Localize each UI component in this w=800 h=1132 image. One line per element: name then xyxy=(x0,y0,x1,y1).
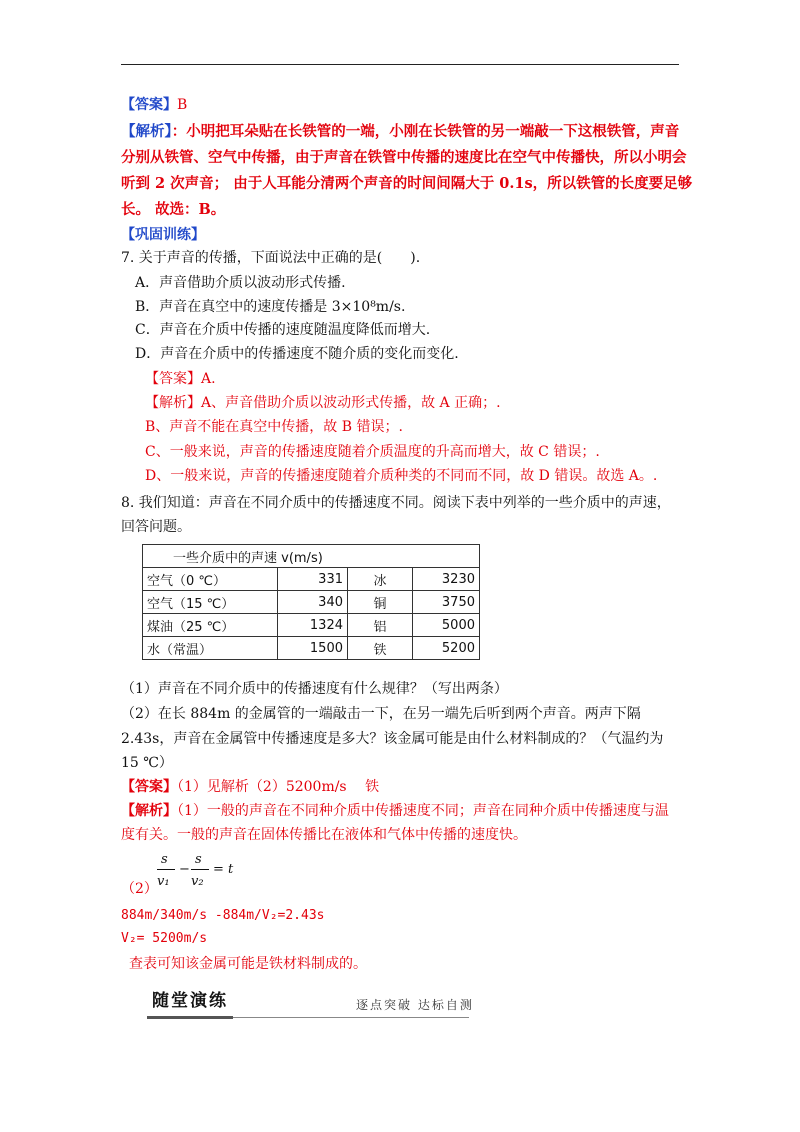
part-2-label: （2） xyxy=(121,881,158,897)
table-cell: 5000 xyxy=(413,614,480,637)
table-cell: 铜 xyxy=(348,591,413,614)
table-cell: 1500 xyxy=(278,637,348,660)
formula-minus: − xyxy=(179,862,190,877)
formula-numerator-1: s xyxy=(161,852,168,867)
q7-option-a: A．声音借助介质以波动形式传播. xyxy=(135,275,346,291)
q6-answer xyxy=(121,98,187,112)
q7-option-b: B．声音在真空中的速度传播是 3×10⁸m/s. xyxy=(135,299,406,315)
q7-analysis-line-3: C、一般来说，声音的传播速度随着介质温度的升高而增大，故 C 错误；. xyxy=(145,444,600,460)
q6-analysis-line-1 xyxy=(121,125,679,140)
q6-analysis-line-2: 分别从铁管、空气中传播，由于声音在铁管中传播的速度比在空气中传播快，所以小明会 xyxy=(121,149,687,166)
table-row xyxy=(143,568,480,591)
table-row xyxy=(143,591,480,614)
answer-label: 【答案】 xyxy=(145,371,201,387)
header-rule xyxy=(121,64,679,65)
table-cell: 3230 xyxy=(413,568,480,591)
answer-label: 【答案】 xyxy=(121,779,177,795)
answer-value: A. xyxy=(201,371,216,387)
table-cell: 3750 xyxy=(413,591,480,614)
table-cell: 340 xyxy=(278,591,348,614)
analysis-label: 【解析】 xyxy=(145,395,201,411)
table-row xyxy=(143,637,480,660)
conclusion: 查表可知该金属可能是铁材料制成的。 xyxy=(129,956,367,972)
formula-numerator-2: s xyxy=(195,852,202,867)
table-cell: 铝 xyxy=(348,614,413,637)
q7-analysis-line-1 xyxy=(145,396,501,410)
table-row xyxy=(143,614,480,637)
q7-answer xyxy=(145,372,216,386)
q8-sub-2-line-1: （2）在长 884m 的金属管的一端敲击一下，在另一端先后听到两个声音。两声下隔 xyxy=(121,706,641,722)
calc-line-1: 884m/340m/s -884m/V₂=2.43s xyxy=(121,908,325,923)
q7-option-d: D．声音在介质中的传播速度不随介质的变化而变化. xyxy=(135,346,459,362)
banner-title: 随堂演练 xyxy=(152,991,228,1011)
analysis-text: A、声音借助介质以波动形式传播，故 A 正确；. xyxy=(201,395,501,411)
q7-analysis-line-2: B、声音不能在真空中传播，故 B 错误；. xyxy=(145,419,403,435)
table-title-row xyxy=(143,545,480,568)
q8-stem-line-2: 回答问题。 xyxy=(121,519,191,535)
q8-sub-2-line-2: 2.43s，声音在金属管中传播速度是多大？该金属可能是由什么材料制成的？（气温约为 xyxy=(121,731,664,747)
table-cell: 冰 xyxy=(348,568,413,591)
table-cell: 5200 xyxy=(413,637,480,660)
q7-analysis-line-4: D、一般来说，声音的传播速度随着介质种类的不同而不同，故 D 错误。故选 A。. xyxy=(145,468,658,484)
formula-equals: = t xyxy=(213,862,234,877)
formula-denominator-2: v₂ xyxy=(191,874,204,889)
fraction-bar-2 xyxy=(191,869,209,870)
q8-analysis-line-2: 度有关。一般的声音在固体传播比在液体和气体中传播的速度快。 xyxy=(121,827,527,843)
calc-line-2: V₂= 5200m/s xyxy=(121,931,208,946)
q8-sub-2-line-3: 15 ℃） xyxy=(121,755,173,771)
analysis-text: （1）一般的声音在不同种介质中传播速度不同；声音在同种介质中传播速度与温 xyxy=(177,803,669,819)
q7-stem: 7. 关于声音的传播，下面说法中正确的是( ). xyxy=(121,250,421,266)
answer-value: B xyxy=(177,97,188,113)
q8-stem-line-1: 8. 我们知道：声音在不同介质中的传播速度不同。阅读下表中列举的一些介质中的声速， xyxy=(121,495,671,511)
q8-analysis-line-1 xyxy=(121,804,669,818)
analysis-label: 【解析】 xyxy=(121,123,172,140)
table-title: 一些介质中的声速 v(m/s) xyxy=(143,545,480,568)
q6-analysis-line-3: 听到 2 次声音； 由于人耳能分清两个声音的时间间隔大于 0.1s，所以铁管的长度要足够 xyxy=(121,175,693,192)
table-cell: 空气（0 ℃） xyxy=(143,568,278,591)
answer-label: 【答案】 xyxy=(121,97,177,113)
q7-option-c: C．声音在介质中传播的速度随温度降低而增大. xyxy=(135,322,431,338)
table-cell: 1324 xyxy=(278,614,348,637)
banner-underline-thick xyxy=(147,1016,233,1019)
banner-subtitle: 逐点突破 达标自测 xyxy=(356,998,474,1012)
table-cell: 空气（15 ℃） xyxy=(143,591,278,614)
fraction-bar-1 xyxy=(157,869,175,870)
banner-underline-thin xyxy=(233,1017,469,1018)
analysis-label: 【解析】 xyxy=(121,803,177,819)
formula xyxy=(155,852,245,894)
answer-value: （1）见解析（2）5200m/s 铁 xyxy=(177,779,380,795)
table-cell: 331 xyxy=(278,568,348,591)
table-cell: 煤油（25 ℃） xyxy=(143,614,278,637)
q8-answer xyxy=(121,780,379,794)
q6-analysis-line-4: 长。 故选：B。 xyxy=(121,201,226,218)
analysis-text: ：小明把耳朵贴在长铁管的一端，小刚在长铁管的另一端敲一下这根铁管，声音 xyxy=(171,123,680,140)
table-cell: 铁 xyxy=(348,637,413,660)
sound-speed-table xyxy=(142,544,480,660)
practice-heading: 【巩固训练】 xyxy=(121,227,205,243)
table-cell: 水（常温） xyxy=(143,637,278,660)
q8-sub-1: （1）声音在不同介质中的传播速度有什么规律？（写出两条） xyxy=(121,681,508,697)
formula-denominator-1: v₁ xyxy=(157,874,170,889)
